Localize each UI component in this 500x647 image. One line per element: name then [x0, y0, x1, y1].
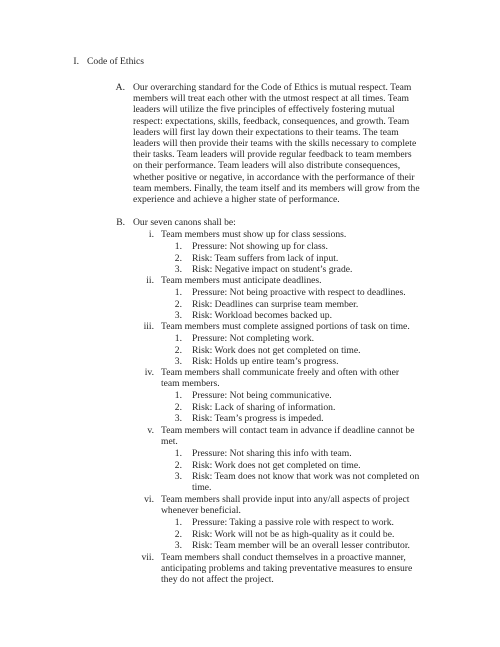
list-item: [160, 402, 335, 413]
canon-item: [135, 552, 412, 586]
list-item: [160, 345, 361, 356]
list-item: [160, 310, 332, 321]
canon-line: whenever beneficial.: [161, 505, 241, 517]
canon-line: Team members must complete assigned portions of task on time.: [161, 321, 410, 332]
paragraph-line: whether positive or negative, in accordance with the performance of their: [133, 171, 415, 183]
item-line: Pressure: Taking a passive role with respect to work.: [192, 517, 394, 528]
item-text: [192, 287, 406, 298]
item-text: [192, 517, 394, 528]
item-marker: 3.: [174, 540, 182, 551]
list-item: [160, 540, 410, 551]
item-marker: 2.: [174, 529, 182, 540]
canon-text: [161, 494, 409, 516]
item-line: time.: [192, 482, 212, 494]
paragraph-line: experience and achieve a higher state of performance.: [133, 194, 340, 206]
canon-marker: vii.: [141, 552, 154, 563]
canon-item: [135, 425, 414, 447]
canon-line: Team members must show up for class sessions.: [161, 229, 347, 240]
canon-marker: iii.: [143, 321, 154, 332]
paragraph-line: leaders will then provide their teams with the skills necessary to complete: [133, 138, 417, 150]
section-a-text: [133, 82, 420, 205]
item-marker: 3.: [174, 264, 182, 275]
canon-line: Team members will contact team in advance if deadline cannot be: [161, 425, 415, 436]
item-text: [192, 390, 332, 401]
item-line: Pressure: Not sharing this info with team.: [192, 448, 352, 459]
canon-item: [135, 367, 399, 389]
list-item: [160, 448, 352, 459]
list-item: [160, 517, 394, 528]
canon-text: [161, 321, 410, 332]
item-marker: 2.: [174, 299, 182, 310]
list-item: [160, 390, 332, 401]
section-a: [108, 82, 420, 205]
paragraph-line: Our overarching standard for the Code of Ethics is mutual respect. Team: [133, 82, 412, 93]
paragraph-line: on their performance. Team leaders will also distribute consequences,: [133, 160, 401, 172]
item-text: [192, 299, 358, 310]
item-text: [192, 310, 332, 321]
item-text: [192, 333, 314, 344]
canon-item: [135, 321, 410, 332]
item-text: [192, 529, 394, 540]
item-text: [192, 356, 339, 367]
item-text: [192, 540, 410, 551]
paragraph-line: team members. Finally, the team itself and its members will grow from the: [133, 182, 420, 194]
list-item: [160, 460, 361, 471]
item-text: [192, 253, 338, 264]
canon-text: [161, 425, 414, 447]
item-marker: 1.: [174, 390, 182, 401]
list-item: [160, 471, 419, 493]
paragraph-line: leaders will first lay down their expectations to their teams. The team: [133, 126, 399, 138]
item-marker: 3.: [174, 471, 182, 482]
list-item: [160, 241, 328, 252]
item-marker: 3.: [174, 413, 182, 424]
item-marker: 3.: [174, 310, 182, 321]
canon-text: [161, 367, 399, 389]
item-text: [192, 471, 419, 493]
item-marker: 2.: [174, 402, 182, 413]
canon-item: [135, 275, 322, 286]
item-line: Risk: Lack of sharing of information.: [192, 402, 336, 413]
section-a-marker: A.: [115, 82, 125, 93]
item-marker: 2.: [174, 460, 182, 471]
item-line: Risk: Holds up entire team’s progress.: [192, 356, 339, 367]
item-line: Risk: Team’s progress is impeded.: [192, 413, 324, 424]
canon-line: Team members shall conduct themselves in a proactive manner,: [161, 552, 406, 563]
canon-line: team members.: [161, 378, 220, 390]
item-marker: 1.: [174, 448, 182, 459]
item-line: Risk: Team does not know that work was not completed on: [192, 471, 420, 482]
list-item: [160, 299, 358, 310]
item-marker: 1.: [174, 287, 182, 298]
item-line: Risk: Deadlines can surprise team member.: [192, 299, 359, 310]
list-item: [160, 413, 324, 424]
canon-marker: vi.: [144, 494, 154, 505]
paragraph-line: their tasks. Team leaders will provide regular feedback to team members: [133, 149, 412, 161]
canon-item: [135, 494, 409, 516]
item-text: [192, 241, 328, 252]
item-marker: 2.: [174, 345, 182, 356]
canon-item: [135, 229, 346, 240]
section-heading: [60, 56, 144, 67]
list-item: [160, 253, 338, 264]
item-line: Risk: Team member will be an overall lesser contributor.: [192, 540, 410, 551]
item-line: Risk: Work does not get completed on time.: [192, 460, 361, 471]
item-line: Risk: Negative impact on student’s grade.: [192, 264, 353, 275]
paragraph-line: members will treat each other with the utmost respect at all times. Team: [133, 93, 409, 105]
canon-marker: v.: [147, 425, 154, 436]
canon-text: [161, 275, 322, 286]
item-line: Pressure: Not completing work.: [192, 333, 315, 344]
list-item: [160, 264, 352, 275]
item-line: Pressure: Not being proactive with respect to deadlines.: [192, 287, 406, 298]
item-marker: 1.: [174, 517, 182, 528]
canon-line: met.: [161, 436, 178, 448]
item-text: [192, 402, 335, 413]
heading-text: Code of Ethics: [87, 56, 145, 67]
canon-line: they do not affect the project.: [161, 574, 274, 586]
item-text: [192, 413, 324, 424]
canon-line: Team members shall communicate freely and often with other: [161, 367, 400, 378]
heading-marker: I.: [73, 56, 79, 67]
canon-text: [161, 552, 412, 586]
item-text: [192, 460, 361, 471]
item-text: [192, 448, 352, 459]
canon-line: Team members shall provide input into any/all aspects of project: [161, 494, 410, 505]
list-item: [160, 287, 406, 298]
item-text: [192, 264, 352, 275]
canon-marker: ii.: [146, 275, 154, 286]
item-line: Risk: Team suffers from lack of input.: [192, 253, 339, 264]
list-item: [160, 356, 339, 367]
canon-line: Team members must anticipate deadlines.: [161, 275, 322, 286]
canon-line: anticipating problems and taking preventative measures to ensure: [161, 563, 413, 575]
list-item: [160, 529, 394, 540]
canon-marker: i.: [148, 229, 154, 240]
section-b-intro: Our seven canons shall be:: [133, 217, 236, 228]
item-line: Pressure: Not being communicative.: [192, 390, 332, 401]
item-line: Risk: Work does not get completed on time.: [192, 345, 361, 356]
section-b-marker: B.: [116, 217, 125, 228]
list-item: [160, 333, 314, 344]
item-marker: 1.: [174, 241, 182, 252]
paragraph-line: leaders will utilize the five principles of effectively fostering mutual: [133, 104, 395, 116]
item-marker: 2.: [174, 253, 182, 264]
section-b: [108, 217, 236, 228]
item-marker: 3.: [174, 356, 182, 367]
canon-text: [161, 229, 346, 240]
item-text: [192, 345, 361, 356]
item-line: Pressure: Not showing up for class.: [192, 241, 328, 252]
paragraph-line: respect: expectations, skills, feedback, consequences, and growth. Team: [133, 115, 410, 127]
item-marker: 1.: [174, 333, 182, 344]
item-line: Risk: Work will not be as high-quality as it could be.: [192, 529, 395, 540]
canon-marker: iv.: [144, 367, 154, 378]
item-line: Risk: Workload becomes backed up.: [192, 310, 332, 321]
